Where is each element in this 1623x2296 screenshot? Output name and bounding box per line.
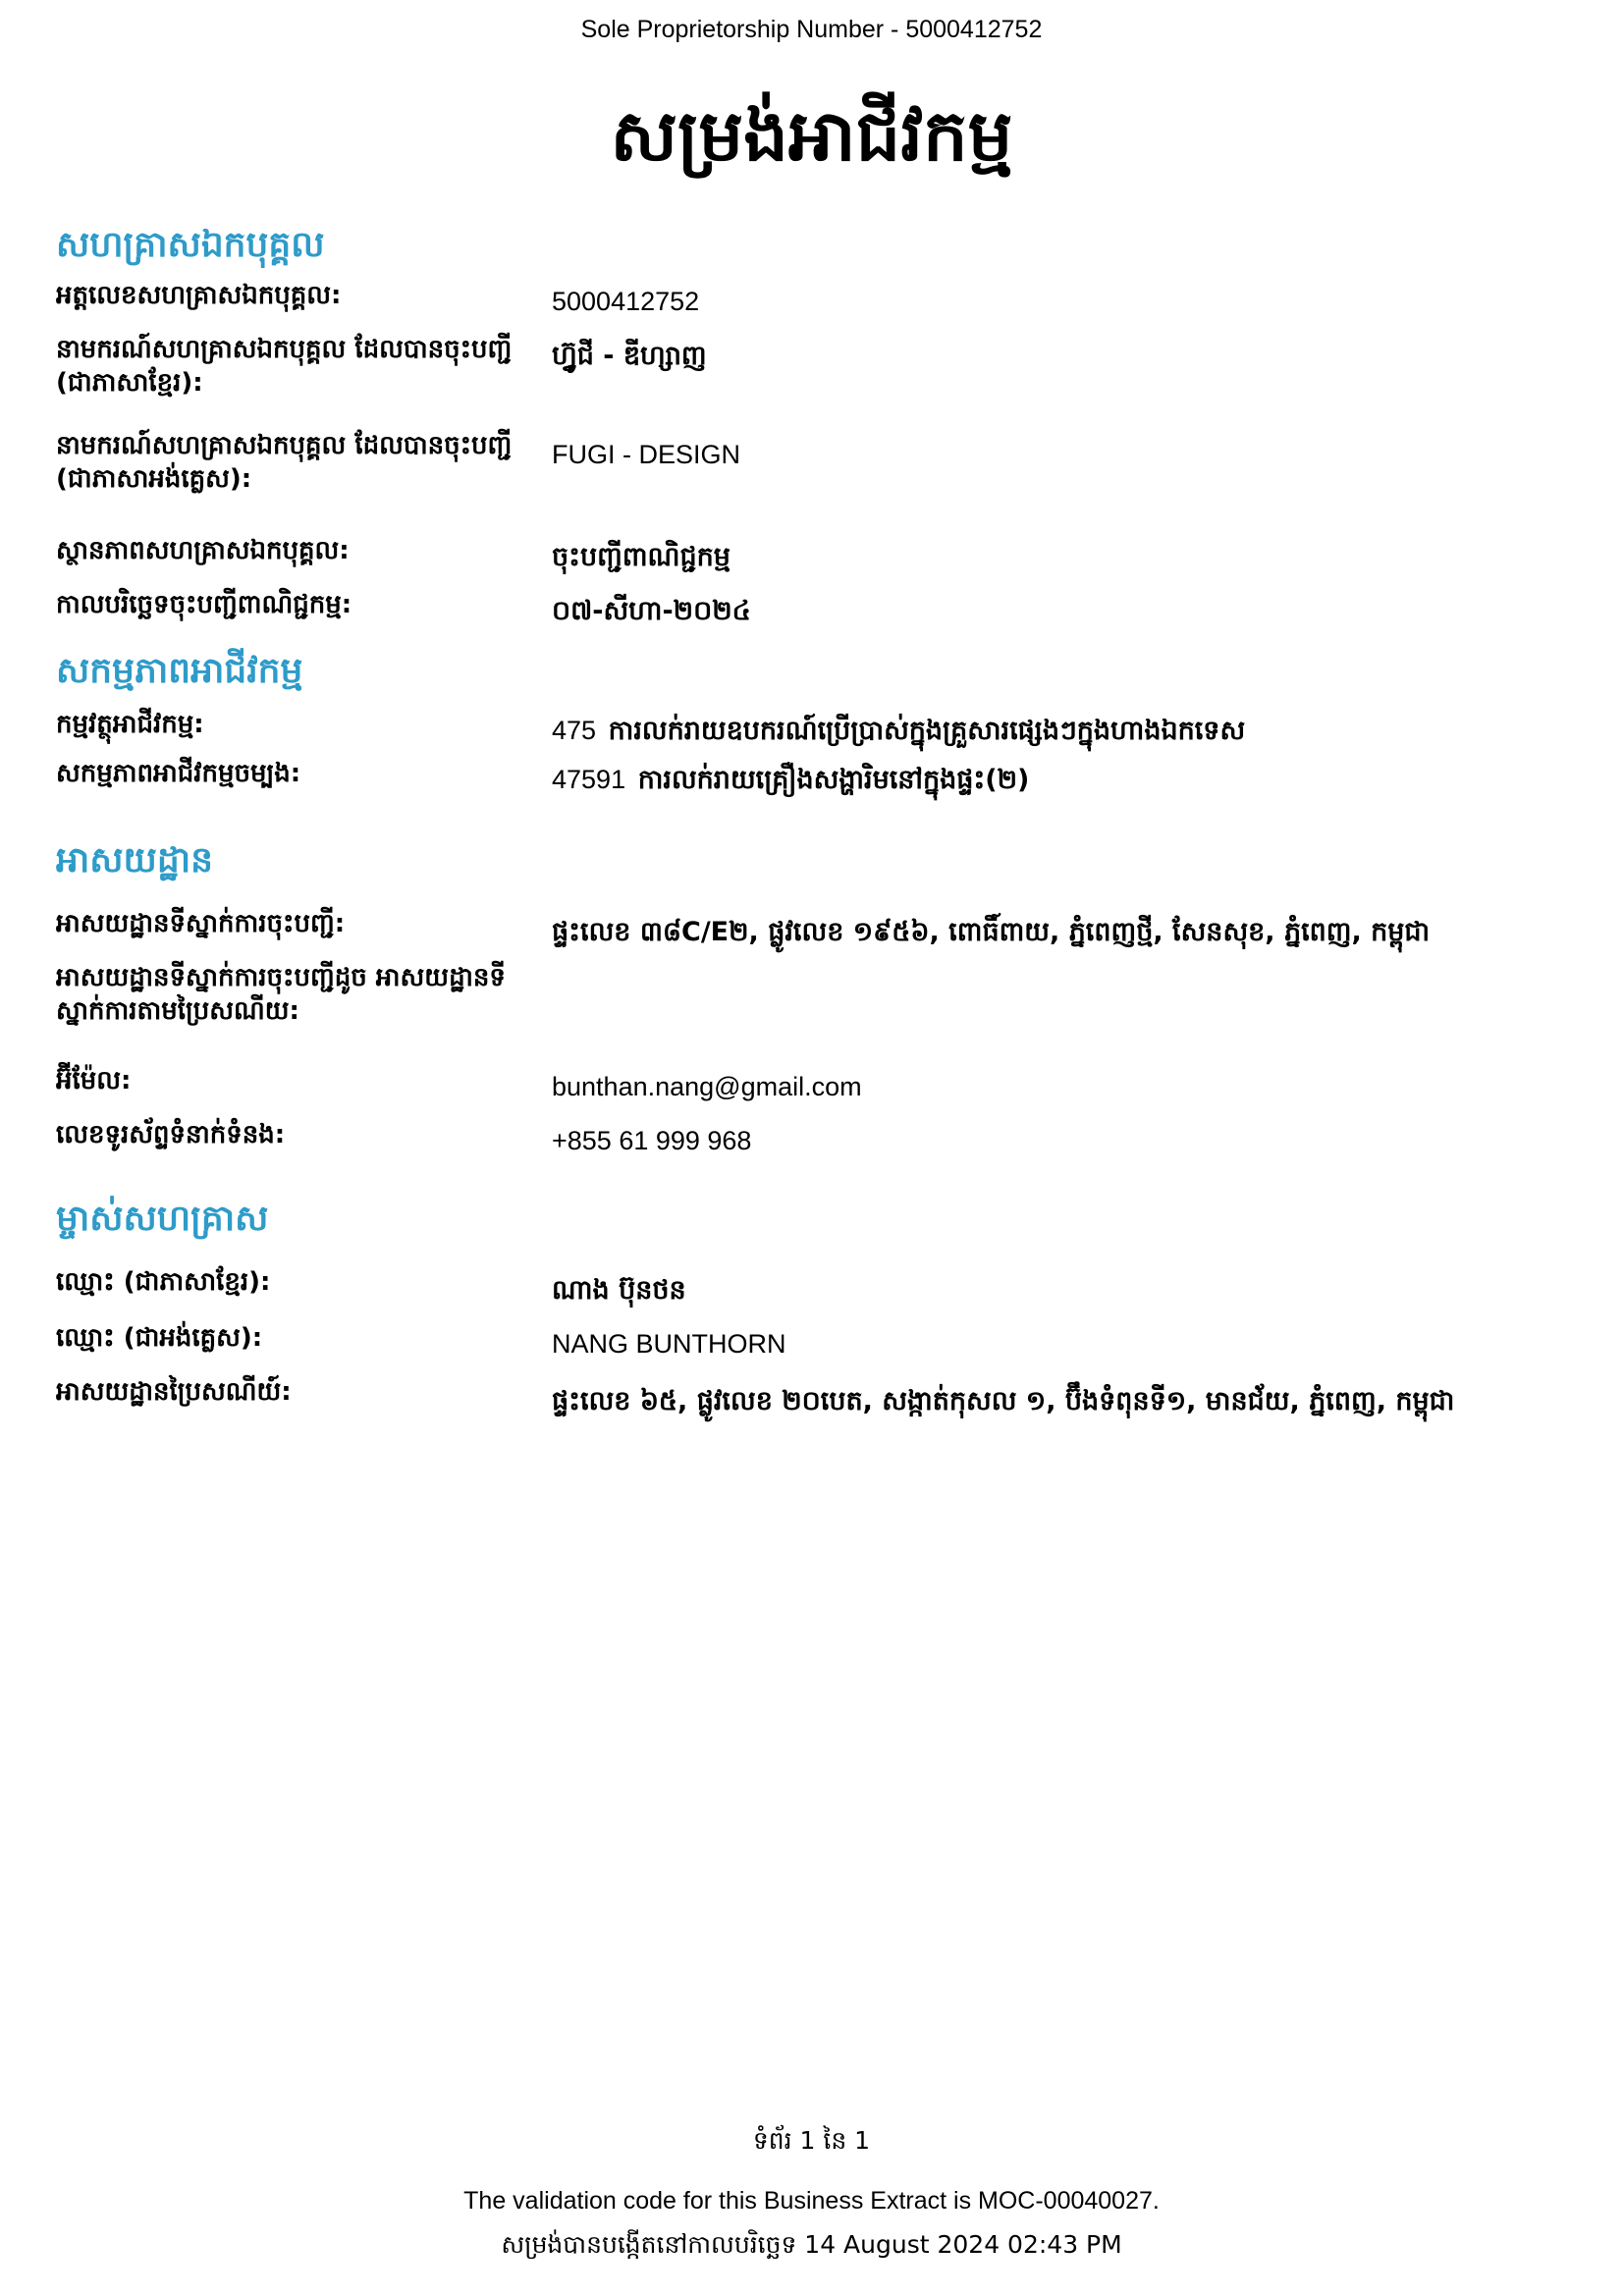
value-owner-name-khmer: ណាង ប៊ុនថន (552, 1275, 686, 1306)
label-email: អ៊ីម៉ែល: (56, 1066, 132, 1095)
label-enterprise-id: អត្តលេខសហគ្រាសឯកបុគ្គល: (56, 281, 342, 310)
section-heading-owner: ម្ចាស់សហគ្រាស (56, 1199, 269, 1239)
label-main-activity: សកម្មភាពអាជីវកម្មចម្បង: (56, 759, 301, 788)
value-registration-date: ០៧-សីហា-២០២៤ (552, 596, 751, 626)
section-heading-enterprise: សហគ្រាសឯកបុគ្គល (56, 225, 325, 265)
value-email: bunthan.nang@gmail.com (552, 1072, 862, 1101)
value-phone: +855 61 999 968 (552, 1126, 752, 1155)
generated-date-line: សម្រង់បានបង្កើតនៅកាលបរិច្ឆេទ 14 August 2024 02:43 PM (501, 2230, 1122, 2259)
value-status: ចុះបញ្ជីពាណិជ្ជកម្ម (552, 542, 730, 572)
value-owner-postal-address: ផ្ទះលេខ ៦៥, ផ្លូវលេខ ២០បេត, សង្កាត់កុសល ១, ប៊ឹងទំពុនទី១, មានជ័យ, ភ្នំពេញ, កម្ពុជា (552, 1386, 1455, 1416)
value-name-english: FUGI - DESIGN (552, 440, 741, 469)
validation-code-line: The validation code for this Business Extract is MOC-00040027. (463, 2187, 1160, 2215)
label-owner-name-english: ឈ្មោះ (ជាអង់គ្លេស): (56, 1323, 263, 1353)
business-objective-text: ការលក់រាយឧបករណ៍ប្រើប្រាស់ក្នុងគ្រួសារផ្សេងៗក្នុងហាងឯកទេស (608, 716, 1246, 746)
label-business-objective: កម្មវត្ថុអាជីវកម្ម: (56, 710, 204, 739)
value-owner-name-english: NANG BUNTHORN (552, 1329, 786, 1359)
main-activity-text: ការលក់រាយគ្រឿងសង្ហារិមនៅក្នុងផ្ទះ(២) (637, 765, 1030, 795)
label-owner-postal-address: អាសយដ្ឋានប្រៃសណីយ៍: (56, 1377, 292, 1407)
value-name-khmer: ហ្វ៊ូជី - ឌីហ្សាញ (552, 341, 707, 371)
main-activity-code: 47591 (552, 765, 626, 794)
section-heading-address: អាសយដ្ឋាន (56, 840, 213, 881)
label-status: ស្ថានភាពសហគ្រាសឯកបុគ្គល: (56, 536, 350, 565)
registration-number-header: Sole Proprietorship Number - 5000412752 (580, 16, 1043, 43)
value-main-activity (552, 763, 1583, 797)
label-name-khmer: នាមករណ៍សហគ្រាសឯកបុគ្គល ដែលបានចុះបញ្ជី (ជាភាសាខ្មែរ): (56, 335, 513, 398)
label-owner-name-khmer: ឈ្មោះ (ជាភាសាខ្មែរ): (56, 1267, 271, 1297)
label-name-english: នាមករណ៍សហគ្រាសឯកបុគ្គល ដែលបានចុះបញ្ជី (ជាភាសាអង់គ្លេស): (56, 431, 513, 494)
value-business-objective (552, 714, 1583, 748)
label-postal-same-as-office: អាសយដ្ឋានទីស្នាក់ការចុះបញ្ជីដូច អាសយដ្ឋានទីស្នាក់ការតាមប្រៃសណីយ: (56, 963, 506, 1026)
business-objective-code: 475 (552, 716, 597, 745)
label-phone: លេខទូរស័ព្ទទំនាក់ទំនង: (56, 1120, 286, 1149)
section-heading-activities: សកម្មភាពអាជីវកម្ម (56, 651, 303, 691)
page-indicator: ទំព័រ 1 នៃ 1 (752, 2126, 871, 2155)
value-registered-office-address: ផ្ទះលេខ ៣៨C/E២, ផ្លូវលេខ ១៩៥៦, ពោធិ៍ពាយ, ភ្នំពេញថ្មី, សែនសុខ, ភ្នំពេញ, កម្ពុជា (552, 917, 1431, 947)
value-enterprise-id: 5000412752 (552, 287, 700, 316)
document-title: សម្រង់អាជីវកម្ម (610, 94, 1013, 177)
label-registration-date: កាលបរិច្ឆេទចុះបញ្ជីពាណិជ្ជកម្ម: (56, 590, 352, 619)
label-registered-office-address: អាសយដ្ឋានទីស្នាក់ការចុះបញ្ជី: (56, 909, 346, 938)
